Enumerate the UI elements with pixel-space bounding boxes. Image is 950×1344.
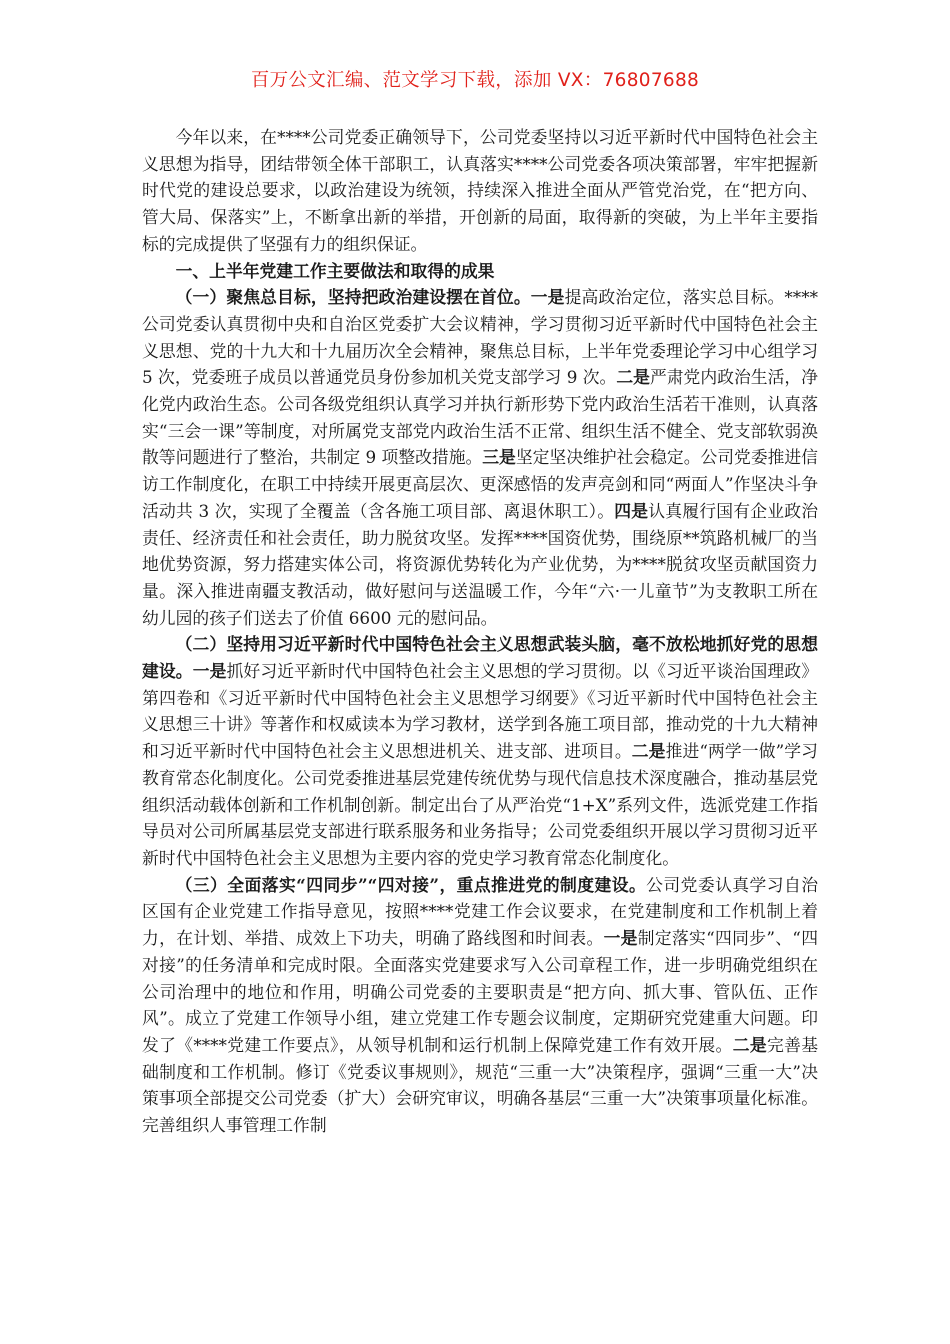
bold-run: 二是: [631, 741, 666, 762]
bold-run: （二）坚持用习近平新时代中国特色社会主义思想武装头脑，毫不放松地抓好党的思想建设。: [142, 634, 818, 682]
bold-run: （三）全面落实“四同步”“四对接”，重点推进党的制度建设。: [175, 874, 647, 895]
text-run: 严肃党内政治生活，净化党内政治生态。公司各级党组织认真学习并执行新形势下党内政治生活若干准则，认真落实“三会一课”等制度，对所属党支部党内政治生活不正常、组织生活不健全、党支部软弱涣散等问题进行了整治，共制定 9 项整改措施。: [142, 367, 818, 468]
paragraph-heading-1: [142, 258, 818, 285]
bold-run: 三是: [482, 447, 516, 468]
paragraph-intro: [142, 124, 818, 258]
text-run: 推进“两学一做”学习教育常态化制度化。公司党委推进基层党建传统优势与现代信息技术深度融合，推动基层党组织活动载体创新和工作机制创新。制定出台了从严治党“1+X”系列文件，选派党建工作指导员对公司所属基层党支部进行联系服务和业务指导；公司党委组织开展以学习贯彻习近平新时代中国特色社会主义思想为主要内容的党史学习教育常态化制度化。: [142, 741, 818, 868]
text-run: 认真履行国有企业政治责任、经济责任和社会责任，助力脱贫攻坚。发挥****国资优势，围绕原**筑路机械厂的当地优势资源，努力搭建实体公司，将资源优势转化为产业优势，为****脱贫攻坚贡献国资力量。深入推进南疆支教活动，做好慰问与送温暖工作，今年“六·一儿童节”为支教职工所在幼儿园的孩子们送去了价值 6600 元的慰问品。: [142, 500, 818, 628]
bold-run: 二是: [732, 1034, 767, 1055]
document-body: [142, 124, 818, 1139]
text-run: 完善基础制度和工作机制。修订《党委议事规则》，规范“三重一大”决策程序，强调“三重一大”决策事项全部提交公司党委（扩大）会研究审议，明确各基层“三重一大”决策事项量化标准。完善组织人事管理工作制: [142, 1034, 818, 1136]
text-run: 坚定坚决维护社会稳定。公司党委推进信访工作制度化，在职工中持续开展更高层次、更深感悟的发声亮剑和同“两面人”作坚决斗争活动共 3 次，实现了全覆盖（含各施工项目部、离退休职工）。: [142, 447, 818, 521]
text-run: 制定落实“四同步”、“四对接”的任务清单和完成时限。全面落实党建要求写入公司章程工作，进一步明确党组织在公司治理中的地位和作用，明确公司党委的主要职责是“把方向、抓大事、管队伍、正作风”。成立了党建工作领导小组，建立党建工作专题会议制度，定期研究党建重大问题。印发了《****党建工作要点》，从领导机制和运行机制上保障党建工作有效开展。: [142, 928, 818, 1055]
text-run: 抓好习近平新时代中国特色社会主义思想的学习贯彻。以《习近平谈治国理政》第四卷和《习近平新时代中国特色社会主义思想学习纲要》《习近平新时代中国特色社会主义思想三十讲》等著作和权威读本为学习教材，送学到各施工项目部，推动党的十九大精神和习近平新时代中国特色社会主义思想进机关、进支部、进项目。: [142, 661, 818, 762]
bold-run: 二是: [616, 367, 650, 388]
bold-run: 一、上半年党建工作主要做法和取得的成果: [175, 260, 495, 281]
bold-run: 四是: [614, 500, 649, 521]
bold-run: 一是: [530, 287, 565, 308]
paragraph-section-2: [142, 631, 818, 871]
text-run: 提高政治定位，落实总目标。****公司党委认真贯彻中央和自治区党委扩大会议精神，学习贯彻习近平新时代中国特色社会主义思想、党的十九大和十九届历次全会精神，聚焦总目标，上半年党委理论学习中心组学习 5 次，党委班子成员以普通党员身份参加机关党支部学习 9 次。: [142, 287, 818, 388]
paragraph-section-1: [142, 284, 818, 631]
bold-run: 一是: [603, 928, 638, 949]
bold-run: 一是: [192, 661, 227, 682]
paragraph-section-3: [142, 872, 818, 1139]
promo-header: 百万公文汇编、范文学习下载，添加 VX：76807688: [250, 70, 700, 91]
text-run: 今年以来，在****公司党委正确领导下，公司党委坚持以习近平新时代中国特色社会主义思想为指导，团结带领全体干部职工，认真落实****公司党委各项决策部署，牢牢把握新时代党的建设总要求，以政治建设为统领，持续深入推进全面从严管党治党，在“把方向、管大局、保落实”上，不断拿出新的举措，开创新的局面，取得新的突破，为上半年主要指标的完成提供了坚强有力的组织保证。: [142, 127, 818, 254]
bold-run: （一）聚焦总目标，坚持把政治建设摆在首位。: [175, 287, 531, 308]
text-run: 公司党委认真学习自治区国有企业党建工作指导意见，按照****党建工作会议要求，在党建制度和工作机制上着力，在计划、举措、成效上下功夫，明确了路线图和时间表。: [142, 874, 818, 949]
